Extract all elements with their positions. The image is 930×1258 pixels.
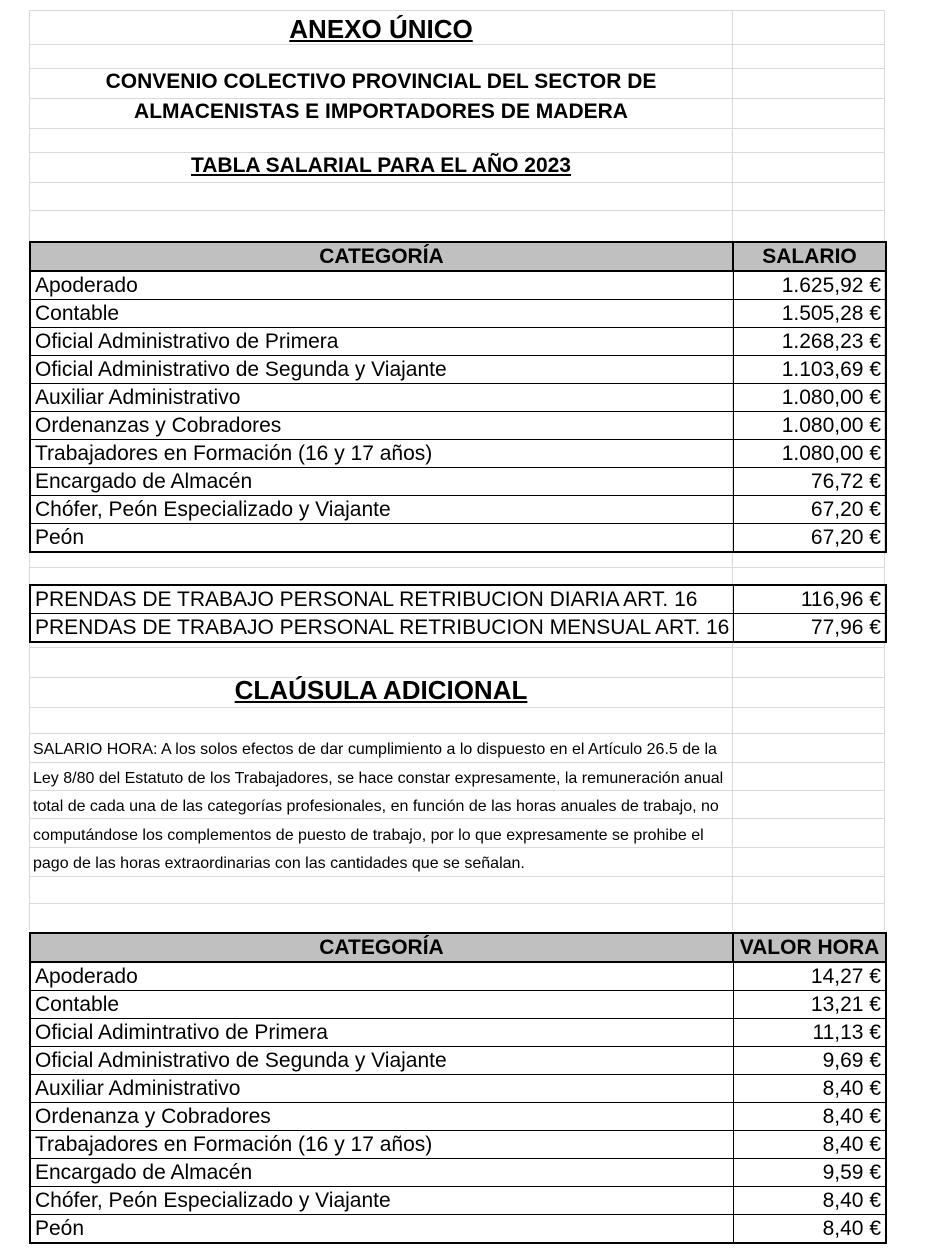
category-cell: Trabajadores en Formación (16 y 17 años) [30, 440, 733, 468]
salary-cell: 1.625,92 € [733, 271, 886, 300]
table-row [30, 1159, 886, 1187]
category-cell: Ordenanzas y Cobradores [30, 412, 733, 440]
clause-line: SALARIO HORA: A los solos efectos de dar cumplimiento a lo dispuesto en el Artículo 26.5 de la [33, 741, 717, 758]
salary-cell: 1.080,00 € [733, 440, 886, 468]
category-cell: Peón [30, 524, 733, 553]
category-cell: Trabajadores en Formación (16 y 17 años) [30, 1131, 733, 1159]
clothing-value-cell: 116,96 € [733, 585, 886, 614]
work-clothing-table [29, 584, 887, 643]
category-cell: Ordenanza y Cobradores [30, 1103, 733, 1131]
table-row [30, 412, 886, 440]
salary-cell: 1.505,28 € [733, 300, 886, 328]
table-row [30, 271, 886, 300]
hourly-value-cell: 14,27 € [733, 962, 886, 991]
category-cell: Contable [30, 300, 733, 328]
table-row [30, 1075, 886, 1103]
table-row [30, 356, 886, 384]
salary-cell: 1.103,69 € [733, 356, 886, 384]
clothing-label-cell: PRENDAS DE TRABAJO PERSONAL RETRIBUCION MENSUAL ART. 16 [30, 614, 733, 643]
salary-cell: 1.080,00 € [733, 384, 886, 412]
salary-cell: 67,20 € [733, 524, 886, 553]
table-row [30, 614, 886, 643]
category-cell: Encargado de Almacén [30, 468, 733, 496]
clause-line: total de cada una de las categorías profesionales, en función de las horas anuales de trabajo, no [33, 798, 719, 816]
agreement-title-line2: ALMACENISTAS E IMPORTADORES DE MADERA [134, 100, 628, 123]
table-row [30, 328, 886, 356]
category-cell: Auxiliar Administrativo [30, 384, 733, 412]
clause-line: computándose los complementos de puesto de trabajo, por lo que expresamente se prohibe el [33, 826, 704, 844]
category-cell: Auxiliar Administrativo [30, 1075, 733, 1103]
header-category: CATEGORÍA [30, 933, 733, 962]
hourly-table-header [30, 933, 886, 962]
salary-cell: 67,20 € [733, 496, 886, 524]
table-row [30, 1187, 886, 1215]
clause-paragraph [33, 736, 813, 879]
category-cell: Oficial Administrativo de Segunda y Viajante [30, 1047, 733, 1075]
table-row [30, 440, 886, 468]
header-hourly-value: VALOR HORA [733, 933, 886, 962]
category-cell: Oficial Administrativo de Primera [30, 328, 733, 356]
salary-cell: 1.080,00 € [733, 412, 886, 440]
clause-line: Ley 8/80 del Estatuto de los Trabajadores, se hace constar expresamente, la remuneración anual [33, 769, 724, 787]
category-cell: Encargado de Almacén [30, 1159, 733, 1187]
category-cell: Apoderado [30, 962, 733, 991]
table-row [30, 1131, 886, 1159]
category-cell: Oficial Adimintrativo de Primera [30, 1019, 733, 1047]
hourly-value-table [29, 932, 887, 1244]
agreement-title-line1: CONVENIO COLECTIVO PROVINCIAL DEL SECTOR DE [105, 70, 657, 93]
table-row [30, 384, 886, 412]
category-cell: Chófer, Peón Especializado y Viajante [30, 496, 733, 524]
hourly-value-cell: 11,13 € [733, 1019, 886, 1047]
hourly-value-cell: 8,40 € [733, 1131, 886, 1159]
header-salary: SALARIO [733, 242, 886, 271]
clause-title: CLAÚSULA ADICIONAL [234, 675, 528, 705]
hourly-value-cell: 13,21 € [733, 991, 886, 1019]
header-category: CATEGORÍA [30, 242, 733, 271]
clothing-value-cell: 77,96 € [733, 614, 886, 643]
hourly-value-cell: 9,59 € [733, 1159, 886, 1187]
annex-title: ANEXO ÚNICO [289, 14, 473, 44]
table-row [30, 1047, 886, 1075]
table-row [30, 1019, 886, 1047]
salary-table [29, 241, 887, 553]
table-row [30, 1103, 886, 1131]
table-row [30, 496, 886, 524]
clause-line: pago de las horas extraordinarias con las cantidades que se señalan. [33, 855, 525, 873]
category-cell: Apoderado [30, 271, 733, 300]
category-cell: Contable [30, 991, 733, 1019]
table-row [30, 300, 886, 328]
salary-cell: 1.268,23 € [733, 328, 886, 356]
category-cell: Chófer, Peón Especializado y Viajante [30, 1187, 733, 1215]
salary-table-title: TABLA SALARIAL PARA EL AÑO 2023 [191, 154, 571, 177]
hourly-value-cell: 8,40 € [733, 1187, 886, 1215]
table-row [30, 468, 886, 496]
table-row [30, 524, 886, 553]
salary-table-header [30, 242, 886, 271]
category-cell: Peón [30, 1215, 733, 1244]
table-row [30, 962, 886, 991]
clothing-label-cell: PRENDAS DE TRABAJO PERSONAL RETRIBUCION DIARIA ART. 16 [30, 585, 733, 614]
table-row [30, 1215, 886, 1244]
hourly-value-cell: 8,40 € [733, 1103, 886, 1131]
table-row [30, 585, 886, 614]
table-row [30, 991, 886, 1019]
hourly-value-cell: 9,69 € [733, 1047, 886, 1075]
hourly-value-cell: 8,40 € [733, 1075, 886, 1103]
hourly-value-cell: 8,40 € [733, 1215, 886, 1244]
salary-cell: 76,72 € [733, 468, 886, 496]
spreadsheet-page [29, 10, 885, 1250]
category-cell: Oficial Administrativo de Segunda y Viajante [30, 356, 733, 384]
